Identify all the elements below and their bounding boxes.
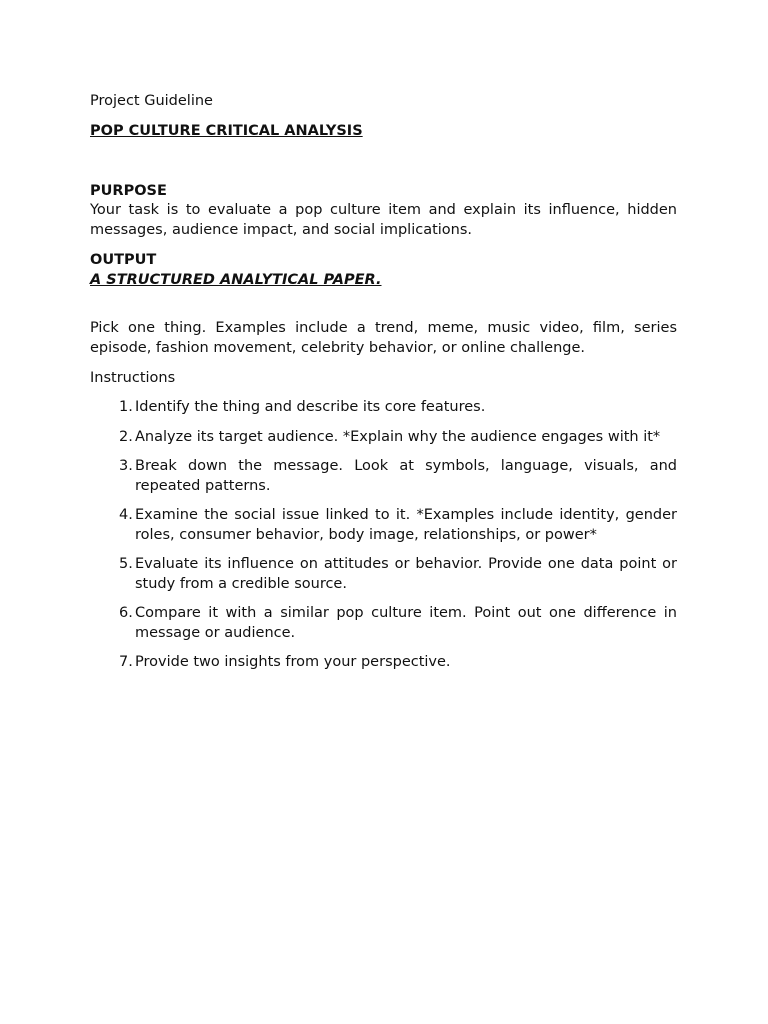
step-text: Identify the thing and describe its core features. [135,399,486,415]
list-item [90,428,677,448]
step-text: Evaluate its influence on attitudes or behavior. Provide one data point or study from a credible source. [135,556,677,592]
step-number: 6. [119,605,133,621]
document-page [90,91,677,683]
step-text: Analyze its target audience. *Explain why the audience engages with it* [135,428,661,445]
list-item [90,457,677,496]
list-item [90,653,677,673]
step-text: Examine the social issue linked to it. *Examples include identity, gender roles, consumer behavior, body image, relationships, or power* [135,507,677,543]
step-text: Compare it with a similar pop culture item. Point out one difference in message or audience. [135,605,677,641]
instructions-label: Instructions [90,370,176,386]
document-label: Project Guideline [90,93,213,109]
purpose-text: Your task is to evaluate a pop culture item and explain its influence, hidden messages, audience impact, and social implications. [90,202,677,238]
document-title: POP CULTURE CRITICAL ANALYSIS [90,123,363,139]
step-number: 2. [119,428,133,445]
step-text: Provide two insights from your perspective. [135,654,451,670]
output-title: A STRUCTURED ANALYTICAL PAPER. [90,272,382,288]
output-heading: OUTPUT [90,252,157,268]
instructions-list [90,398,677,673]
purpose-heading: PURPOSE [90,183,167,199]
list-item [90,398,677,418]
list-item [90,555,677,594]
step-number: 7. [119,654,133,670]
step-number: 1. [119,399,133,415]
step-number: 4. [119,507,133,523]
step-number: 3. [119,458,133,474]
list-item [90,506,677,545]
list-item [90,604,677,643]
intro-paragraph: Pick one thing. Examples include a trend, meme, music video, film, series episode, fashion movement, celebrity behavior, or online challenge. [90,320,677,356]
step-text: Break down the message. Look at symbols, language, visuals, and repeated patterns. [135,458,677,494]
step-number: 5. [119,556,133,572]
